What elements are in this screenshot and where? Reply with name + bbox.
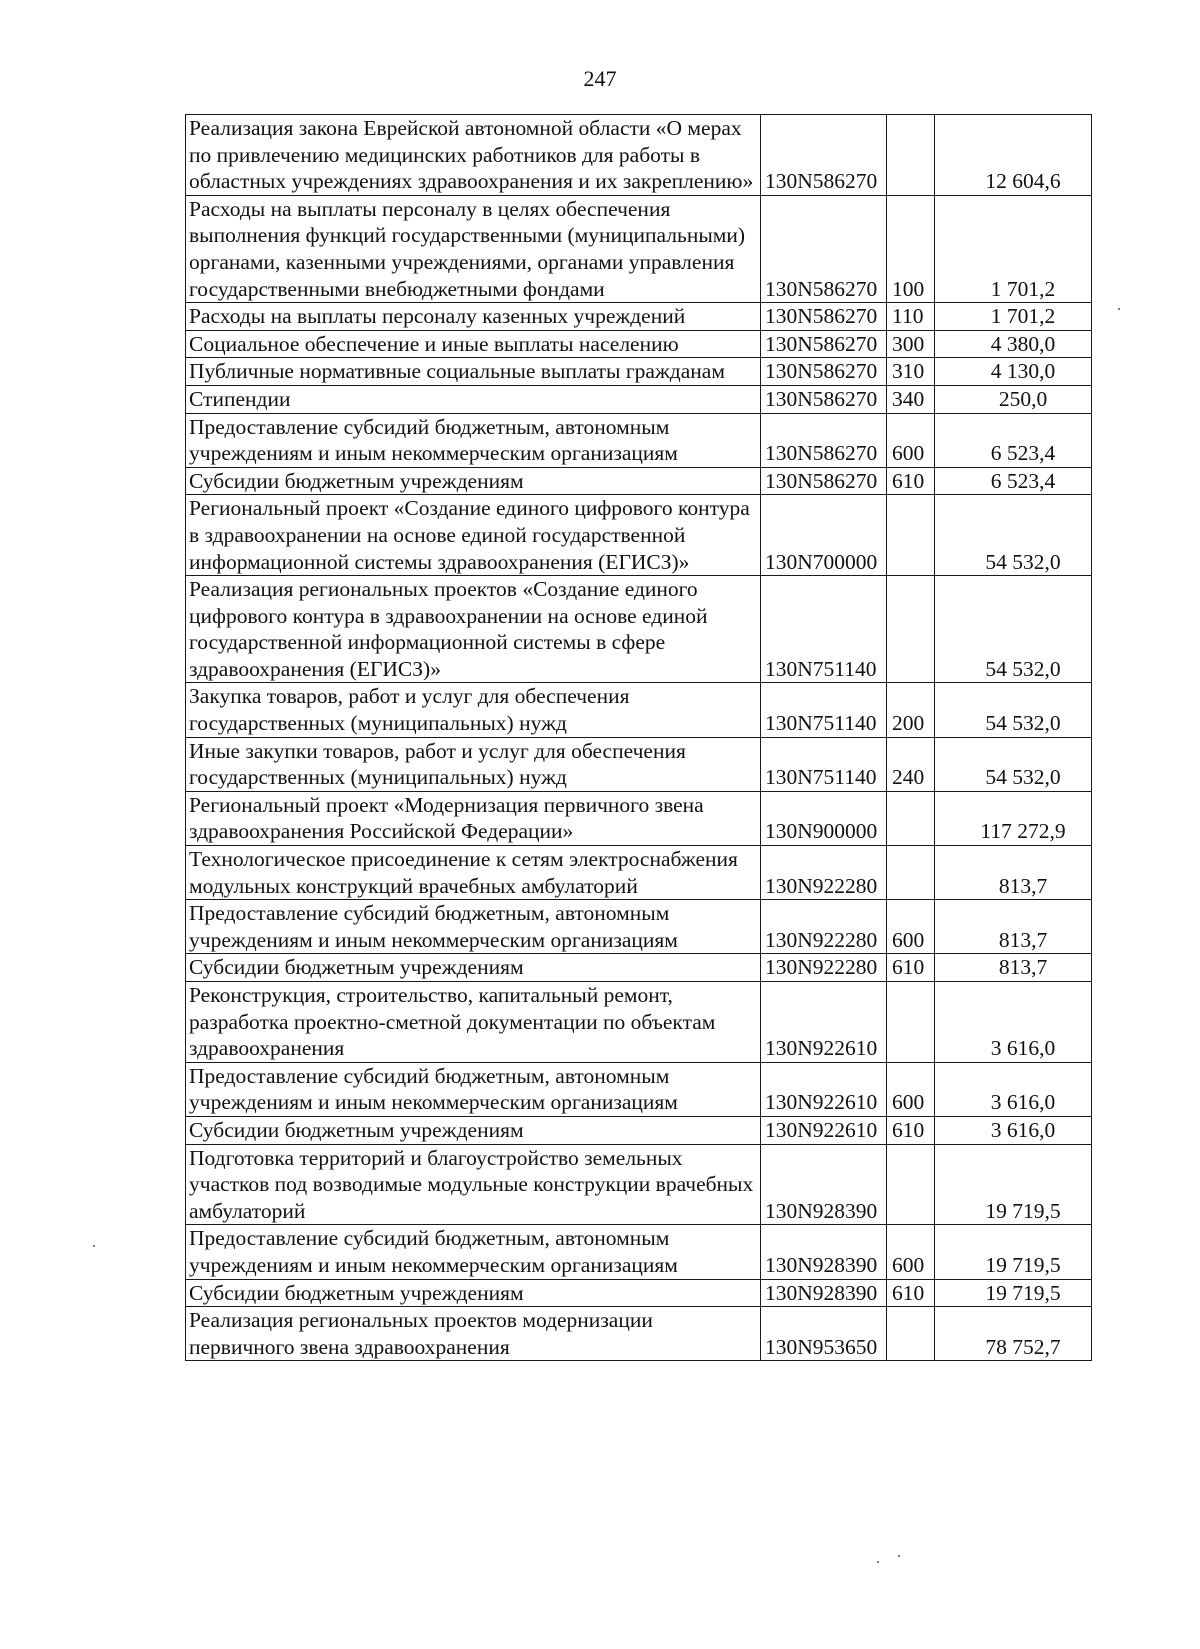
row-name-cell: Субсидии бюджетным учреждениям — [186, 954, 761, 982]
row-expense-type-cell — [887, 1307, 935, 1361]
table-row — [186, 737, 1092, 791]
row-amount-cell: 54 532,0 — [935, 737, 1092, 791]
table-row — [186, 1279, 1092, 1307]
row-name-cell: Предоставление субсидий бюджетным, автономным учреждениям и иным некоммерческим организациям — [186, 413, 761, 467]
row-expense-type-cell: 310 — [887, 358, 935, 386]
row-amount-cell: 19 719,5 — [935, 1225, 1092, 1279]
table-row — [186, 1144, 1092, 1225]
row-code-cell: 130N928390 — [761, 1144, 887, 1225]
row-code-cell: 130N922280 — [761, 954, 887, 982]
row-name-cell: Расходы на выплаты персоналу в целях обеспечения выполнения функций государственными (муниципальными) органами, казенными учреждениями, органами управления государственными внебюджетными фондами — [186, 195, 761, 302]
row-code-cell: 130N586270 — [761, 330, 887, 358]
table-row — [186, 1062, 1092, 1116]
row-code-cell: 130N586270 — [761, 467, 887, 495]
row-name-cell: Предоставление субсидий бюджетным, автономным учреждениям и иным некоммерческим организациям — [186, 1225, 761, 1279]
row-name-cell: Закупка товаров, работ и услуг для обеспечения государственных (муниципальных) нужд — [186, 683, 761, 737]
table-row — [186, 846, 1092, 900]
row-amount-cell: 54 532,0 — [935, 683, 1092, 737]
row-name-cell: Реализация закона Еврейской автономной области «О мерах по привлечению медицинских работников для работы в областных учреждениях здравоохранения и их закреплению» — [186, 115, 761, 196]
row-amount-cell: 250,0 — [935, 385, 1092, 413]
row-amount-cell: 19 719,5 — [935, 1144, 1092, 1225]
table-row — [186, 303, 1092, 331]
row-expense-type-cell — [887, 115, 935, 196]
row-code-cell: 130N922610 — [761, 982, 887, 1063]
table-row — [186, 791, 1092, 845]
row-code-cell: 130N922280 — [761, 900, 887, 954]
table-row — [186, 467, 1092, 495]
row-amount-cell: 6 523,4 — [935, 413, 1092, 467]
row-expense-type-cell: 600 — [887, 900, 935, 954]
row-name-cell: Публичные нормативные социальные выплаты гражданам — [186, 358, 761, 386]
table-body — [186, 115, 1092, 1361]
row-code-cell: 130N922610 — [761, 1062, 887, 1116]
row-expense-type-cell — [887, 982, 935, 1063]
row-amount-cell: 813,7 — [935, 900, 1092, 954]
row-name-cell: Региональный проект «Создание единого цифрового контура в здравоохранении на основе единой государственной информационной системы здравоохранения (ЕГИСЗ)» — [186, 495, 761, 576]
row-amount-cell: 54 532,0 — [935, 495, 1092, 576]
row-amount-cell: 12 604,6 — [935, 115, 1092, 196]
row-expense-type-cell — [887, 576, 935, 683]
row-code-cell: 130N586270 — [761, 303, 887, 331]
row-amount-cell: 813,7 — [935, 846, 1092, 900]
scan-speck — [898, 1555, 900, 1557]
row-name-cell: Расходы на выплаты персоналу казенных учреждений — [186, 303, 761, 331]
row-name-cell: Стипендии — [186, 385, 761, 413]
table-row — [186, 385, 1092, 413]
table-row — [186, 413, 1092, 467]
row-code-cell: 130N751140 — [761, 737, 887, 791]
scan-speck — [1118, 308, 1120, 310]
row-name-cell: Технологическое присоединение к сетям электроснабжения модульных конструкций врачебных амбулаторий — [186, 846, 761, 900]
row-expense-type-cell — [887, 495, 935, 576]
row-name-cell: Предоставление субсидий бюджетным, автономным учреждениям и иным некоммерческим организациям — [186, 1062, 761, 1116]
table-row — [186, 982, 1092, 1063]
row-name-cell: Субсидии бюджетным учреждениям — [186, 1116, 761, 1144]
row-expense-type-cell: 610 — [887, 1116, 935, 1144]
row-code-cell: 130N700000 — [761, 495, 887, 576]
row-code-cell: 130N922280 — [761, 846, 887, 900]
table-row — [186, 195, 1092, 302]
row-amount-cell: 3 616,0 — [935, 1116, 1092, 1144]
row-amount-cell: 4 380,0 — [935, 330, 1092, 358]
row-expense-type-cell: 240 — [887, 737, 935, 791]
table-row — [186, 954, 1092, 982]
page-number: 247 — [583, 66, 617, 91]
row-name-cell: Реализация региональных проектов «Создание единого цифрового контура в здравоохранении на основе единой государственной информационной системы в сфере здравоохранения (ЕГИСЗ)» — [186, 576, 761, 683]
row-name-cell: Реконструкция, строительство, капитальный ремонт, разработка проектно-сметной документации по объектам здравоохранения — [186, 982, 761, 1063]
row-amount-cell: 6 523,4 — [935, 467, 1092, 495]
row-name-cell: Субсидии бюджетным учреждениям — [186, 1279, 761, 1307]
row-name-cell: Иные закупки товаров, работ и услуг для обеспечения государственных (муниципальных) нужд — [186, 737, 761, 791]
row-expense-type-cell: 600 — [887, 413, 935, 467]
table-row — [186, 495, 1092, 576]
row-amount-cell: 117 272,9 — [935, 791, 1092, 845]
row-expense-type-cell: 600 — [887, 1062, 935, 1116]
budget-table — [185, 114, 1092, 1361]
row-expense-type-cell — [887, 1144, 935, 1225]
scan-speck — [93, 1245, 95, 1247]
scan-speck — [877, 1561, 879, 1563]
row-name-cell: Предоставление субсидий бюджетным, автономным учреждениям и иным некоммерческим организациям — [186, 900, 761, 954]
row-code-cell: 130N900000 — [761, 791, 887, 845]
row-code-cell: 130N586270 — [761, 115, 887, 196]
table-row — [186, 358, 1092, 386]
row-code-cell: 130N586270 — [761, 413, 887, 467]
row-code-cell: 130N922610 — [761, 1116, 887, 1144]
row-amount-cell: 19 719,5 — [935, 1279, 1092, 1307]
row-name-cell: Реализация региональных проектов модернизации первичного звена здравоохранения — [186, 1307, 761, 1361]
row-expense-type-cell: 610 — [887, 1279, 935, 1307]
row-name-cell: Социальное обеспечение и иные выплаты населению — [186, 330, 761, 358]
row-expense-type-cell: 340 — [887, 385, 935, 413]
row-expense-type-cell — [887, 791, 935, 845]
row-amount-cell: 3 616,0 — [935, 1062, 1092, 1116]
table-row — [186, 900, 1092, 954]
row-amount-cell: 4 130,0 — [935, 358, 1092, 386]
row-name-cell: Региональный проект «Модернизация первичного звена здравоохранения Российской Федерации» — [186, 791, 761, 845]
table-row — [186, 1116, 1092, 1144]
row-code-cell: 130N953650 — [761, 1307, 887, 1361]
row-expense-type-cell — [887, 846, 935, 900]
row-expense-type-cell: 110 — [887, 303, 935, 331]
row-code-cell: 130N586270 — [761, 385, 887, 413]
row-amount-cell: 78 752,7 — [935, 1307, 1092, 1361]
row-expense-type-cell: 100 — [887, 195, 935, 302]
row-code-cell: 130N751140 — [761, 576, 887, 683]
row-name-cell: Субсидии бюджетным учреждениям — [186, 467, 761, 495]
row-amount-cell: 813,7 — [935, 954, 1092, 982]
table-row — [186, 1225, 1092, 1279]
row-amount-cell: 3 616,0 — [935, 982, 1092, 1063]
table-row — [186, 1307, 1092, 1361]
row-expense-type-cell: 300 — [887, 330, 935, 358]
row-amount-cell: 54 532,0 — [935, 576, 1092, 683]
row-name-cell: Подготовка территорий и благоустройство земельных участков под возводимые модульные конструкции врачебных амбулаторий — [186, 1144, 761, 1225]
row-expense-type-cell: 200 — [887, 683, 935, 737]
row-expense-type-cell: 600 — [887, 1225, 935, 1279]
row-code-cell: 130N751140 — [761, 683, 887, 737]
table-row — [186, 576, 1092, 683]
table-row — [186, 330, 1092, 358]
row-code-cell: 130N586270 — [761, 358, 887, 386]
row-code-cell: 130N586270 — [761, 195, 887, 302]
table-row — [186, 683, 1092, 737]
row-code-cell: 130N928390 — [761, 1225, 887, 1279]
row-code-cell: 130N928390 — [761, 1279, 887, 1307]
row-amount-cell: 1 701,2 — [935, 303, 1092, 331]
table-row — [186, 115, 1092, 196]
row-expense-type-cell: 610 — [887, 467, 935, 495]
row-amount-cell: 1 701,2 — [935, 195, 1092, 302]
row-expense-type-cell: 610 — [887, 954, 935, 982]
